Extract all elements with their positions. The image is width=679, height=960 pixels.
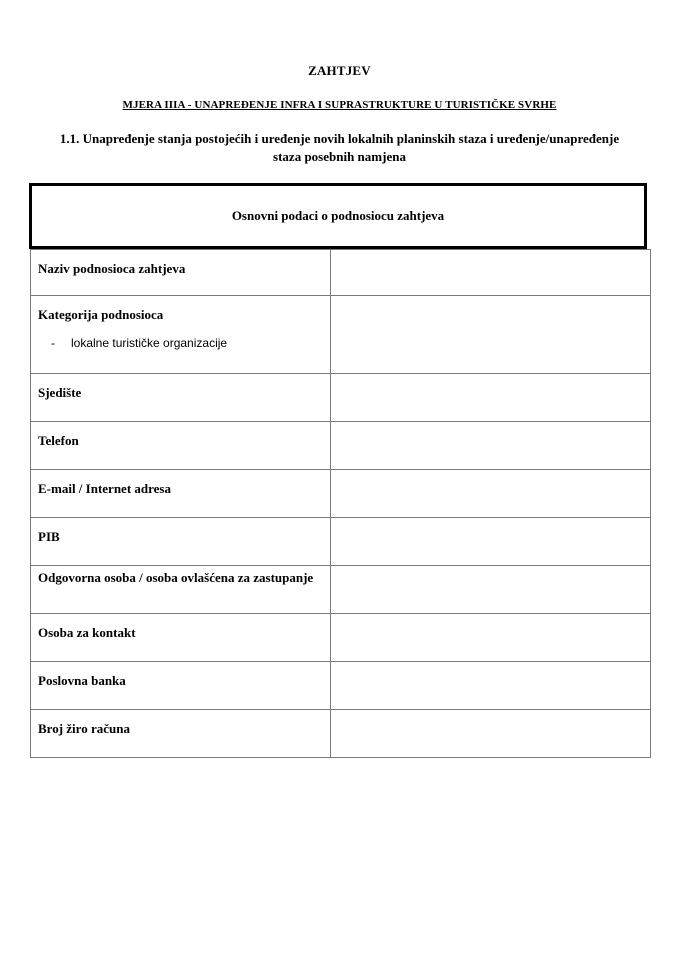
form-row-email [31,470,651,518]
field-label: Odgovorna osoba / osoba ovlašćena za zastupanje [38,570,314,585]
form-row-category [31,296,651,374]
field-label: Broj žiro računa [38,721,130,736]
category-field[interactable] [331,296,651,374]
bank-field[interactable] [331,662,651,710]
contact-person-field[interactable] [331,614,651,662]
responsible-person-field[interactable] [331,566,651,614]
category-option [31,336,330,350]
section-title: Osnovni podaci o podnosiocu zahtjeva [231,208,445,223]
email-field[interactable] [331,470,651,518]
field-label: Telefon [38,433,79,448]
measure-subtitle [30,130,649,166]
account-number-field[interactable] [331,710,651,758]
field-label: Poslovna banka [38,673,126,688]
section-header [29,183,647,249]
list-dash: - [51,336,55,350]
form-row-phone [31,422,651,470]
field-label: Osoba za kontakt [38,625,136,640]
seat-field[interactable] [331,374,651,422]
form-row-seat [31,374,651,422]
form-row-bank [31,662,651,710]
field-label: PIB [38,529,60,544]
field-label: Sjedište [38,385,82,400]
subtitle-line-1: 1.1. Unapređenje stanja postojećih i uređenje novih lokalnih planinskih staza i uređenje/unapređenje [59,131,620,146]
phone-field[interactable] [331,422,651,470]
field-label: Naziv podnosioca zahtjeva [38,261,186,276]
subtitle-line-2: staza posebnih namjena [273,149,406,164]
category-option-text: lokalne turističke organizacije [71,336,228,350]
form-row-responsible-person [31,566,651,614]
form-row-account-number [31,710,651,758]
document-title: ZAHTJEV [308,63,371,78]
pib-field[interactable] [331,518,651,566]
field-label: E-mail / Internet adresa [38,481,171,496]
measure-heading: MJERA IIIA - UNAPREĐENJE INFRA I SUPRASTRUKTURE U TURISTIČKE SVRHE [122,99,557,111]
form-row-pib [31,518,651,566]
form-row-contact-person [31,614,651,662]
applicant-name-field[interactable] [331,250,651,296]
applicant-form-table [30,249,651,758]
field-label: Kategorija podnosioca [38,307,164,322]
form-row-applicant-name [31,250,651,296]
